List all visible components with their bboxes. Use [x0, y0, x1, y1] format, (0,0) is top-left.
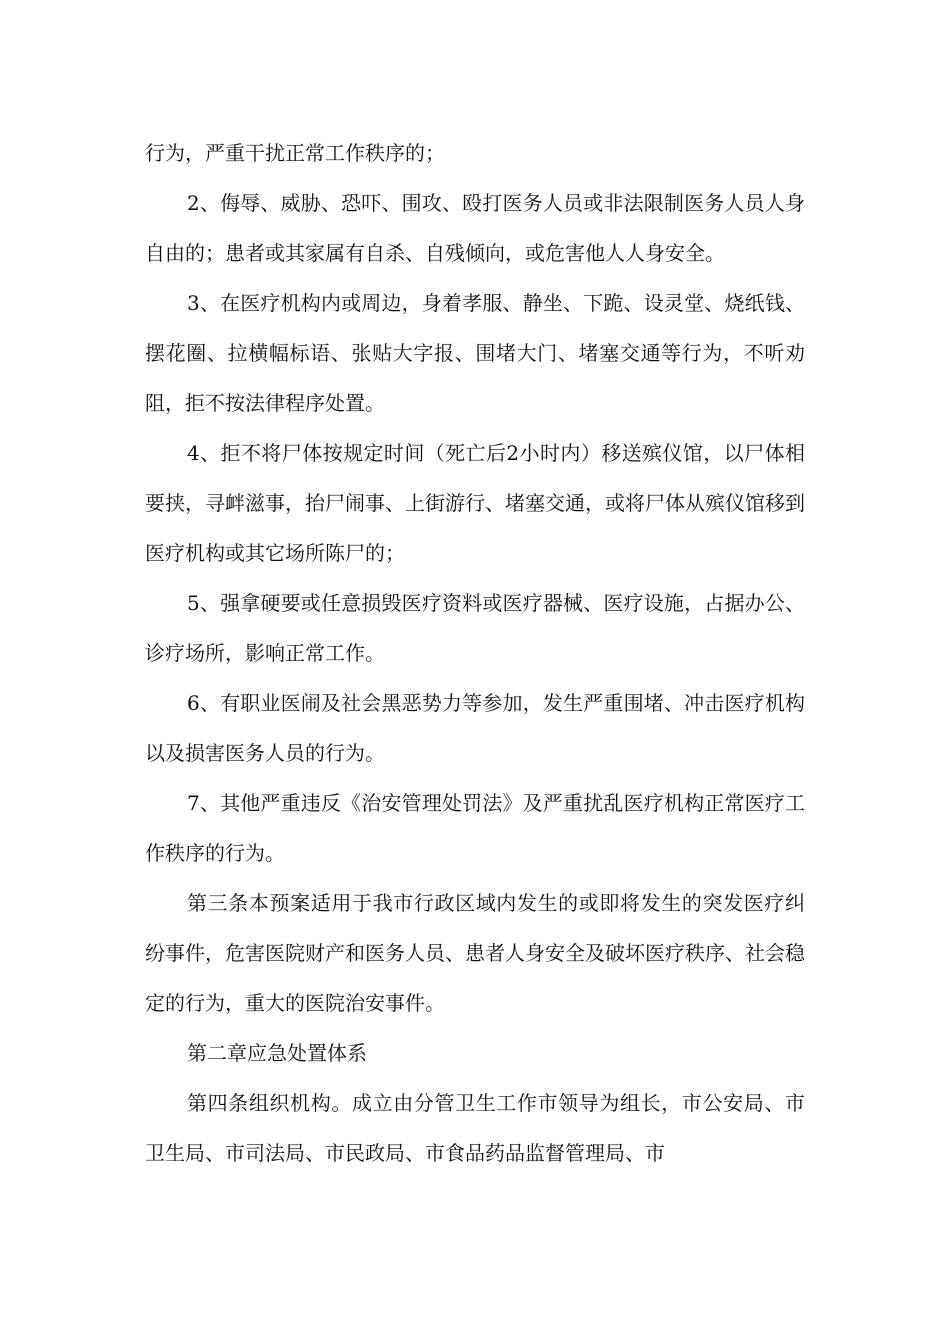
paragraph-item-5: 5、强拿硬要或任意损毁医疗资料或医疗器械、医疗设施，占据办公、诊疗场所，影响正常工作。 [145, 591, 805, 665]
paragraph-item-3: 3、在医疗机构内或周边，身着孝服、静坐、下跪、设灵堂、烧纸钱、摆花圈、拉横幅标语、张贴大字报、围堵大门、堵塞交通等行为，不听劝阻，拒不按法律程序处置。 [145, 291, 805, 415]
document-body [145, 128, 805, 1178]
chapter-heading: 第二章应急处置体系 [187, 1041, 367, 1065]
paragraph-item-6: 6、有职业医闹及社会黑恶势力等参加，发生严重围堵、冲击医疗机构以及损害医务人员的行为。 [145, 691, 805, 765]
paragraph-item-7: 7、其他严重违反《治安管理处罚法》及严重扰乱医疗机构正常医疗工作秩序的行为。 [145, 791, 805, 865]
paragraph-item-4: 4、拒不将尸体按规定时间（死亡后2小时内）移送殡仪馆，以尸体相要挟，寻衅滋事，抬尸闹事、上街游行、堵塞交通，或将尸体从殡仪馆移到医疗机构或其它场所陈尸的； [145, 441, 805, 565]
paragraph-continued: 行为，严重干扰正常工作秩序的； [145, 141, 445, 165]
paragraph-item-2: 2、侮辱、威胁、恐吓、围攻、殴打医务人员或非法限制医务人员人身自由的；患者或其家属有自杀、自残倾向，或危害他人人身安全。 [145, 191, 805, 265]
paragraph-article-3: 第三条本预案适用于我市行政区域内发生的或即将发生的突发医疗纠纷事件，危害医院财产和医务人员、患者人身安全及破坏医疗秩序、社会稳定的行为，重大的医院治安事件。 [145, 891, 805, 1015]
paragraph-article-4: 第四条组织机构。成立由分管卫生工作市领导为组长，市公安局、市卫生局、市司法局、市民政局、市食品药品监督管理局、市 [145, 1091, 805, 1165]
